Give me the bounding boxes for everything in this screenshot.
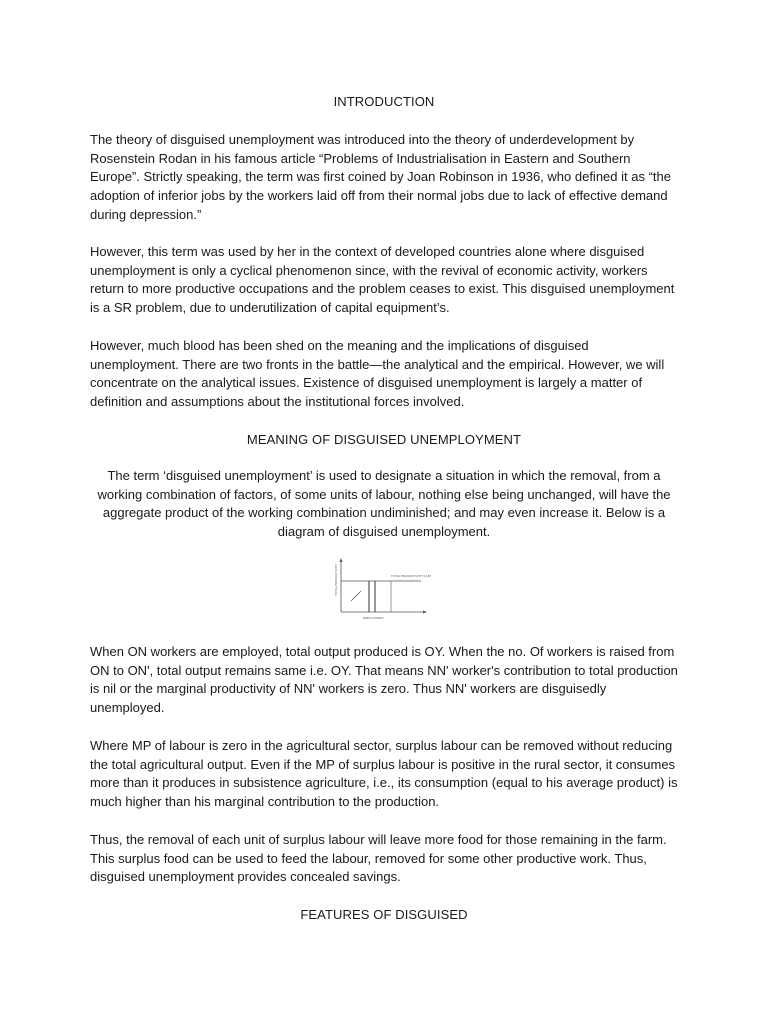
paragraph-intro-3: However, much blood has been shed on the meaning and the implications of disguised unemployment. There are two fronts in the battle—the analytical and the empirical. However, we will concentrate on the analytical issues. Existence of disguised unemployment is largely a matter of definition and assumptions about the institutional forces involved. [90,338,665,410]
disguised-unemployment-diagram [331,556,431,622]
paragraph-explanation-3: Thus, the removal of each unit of surplus labour will leave more food for those remaining in the farm. This surplus food can be used to feed the labour, removed for some other productive work. Thus, disguised unemployment provides concealed savings. [90,832,667,885]
paragraph-intro-1: The theory of disguised unemployment was introduced into the theory of underdevelopment by Rosenstein Rodan in his famous article “Problems of Industrialisation in Eastern and Southern Europe”. Strictly speaking, the term was first coined by Joan Robinson in 1936, who defined it as “the adoption of inferior jobs by the workers laid off from their normal jobs due to lack of effective demand during depression.” [90,132,671,222]
meaning-heading: MEANING OF DISGUISED UNEMPLOYMENT [246,432,522,447]
paragraph-meaning: The term ‘disguised unemployment’ is used to designate a situation in which the removal, from a working combination of factors, of some units of labour, nothing else being unchanged, will have the aggregate product of the working combination undiminished; and may even increase it. Below is a diagram of disguised unemployment. [97,468,671,540]
paragraph-explanation-1: When ON workers are employed, total output produced is OY. When the no. Of workers is raised from ON to ON', total output remains same i.e. OY. That means NN' worker's contribution to total production is nil or the marginal productivity of NN' workers is zero. Thus NN' workers are disguisedly unemployed. [90,644,678,716]
diagram-y-arrow [340,558,343,562]
diagram-x-label: EMPLOYMENT [363,616,385,620]
diagram-curve-label: TOTAL PRODUCTIVITY CURVE [391,574,431,578]
diagram-x-arrow [423,611,427,614]
paragraph-explanation-2: Where MP of labour is zero in the agricultural sector, surplus labour can be removed without reducing the total agricultural output. Even if the MP of surplus labour is positive in the rural sector, it consumes more than it produces in subsistence agriculture, i.e., its consumption (equal to his average product) is much higher than his marginal contribution to the production. [90,738,678,810]
paragraph-intro-2: However, this term was used by her in the context of developed countries alone where disguised unemployment is only a cyclical phenomenon since, with the revival of economic activity, workers return to more productive occupations and the problem ceases to exist. This disguised unemployment is a SR problem, due to underutilization of capital equipment’s. [90,244,675,316]
diagram-rising-curve [351,591,361,601]
features-heading: FEATURES OF DISGUISED [300,907,468,922]
diagram-y-label: TOTAL PRODUCTIVITY [334,563,338,596]
introduction-heading: INTRODUCTION [333,94,435,109]
diagram-svg [331,556,431,622]
